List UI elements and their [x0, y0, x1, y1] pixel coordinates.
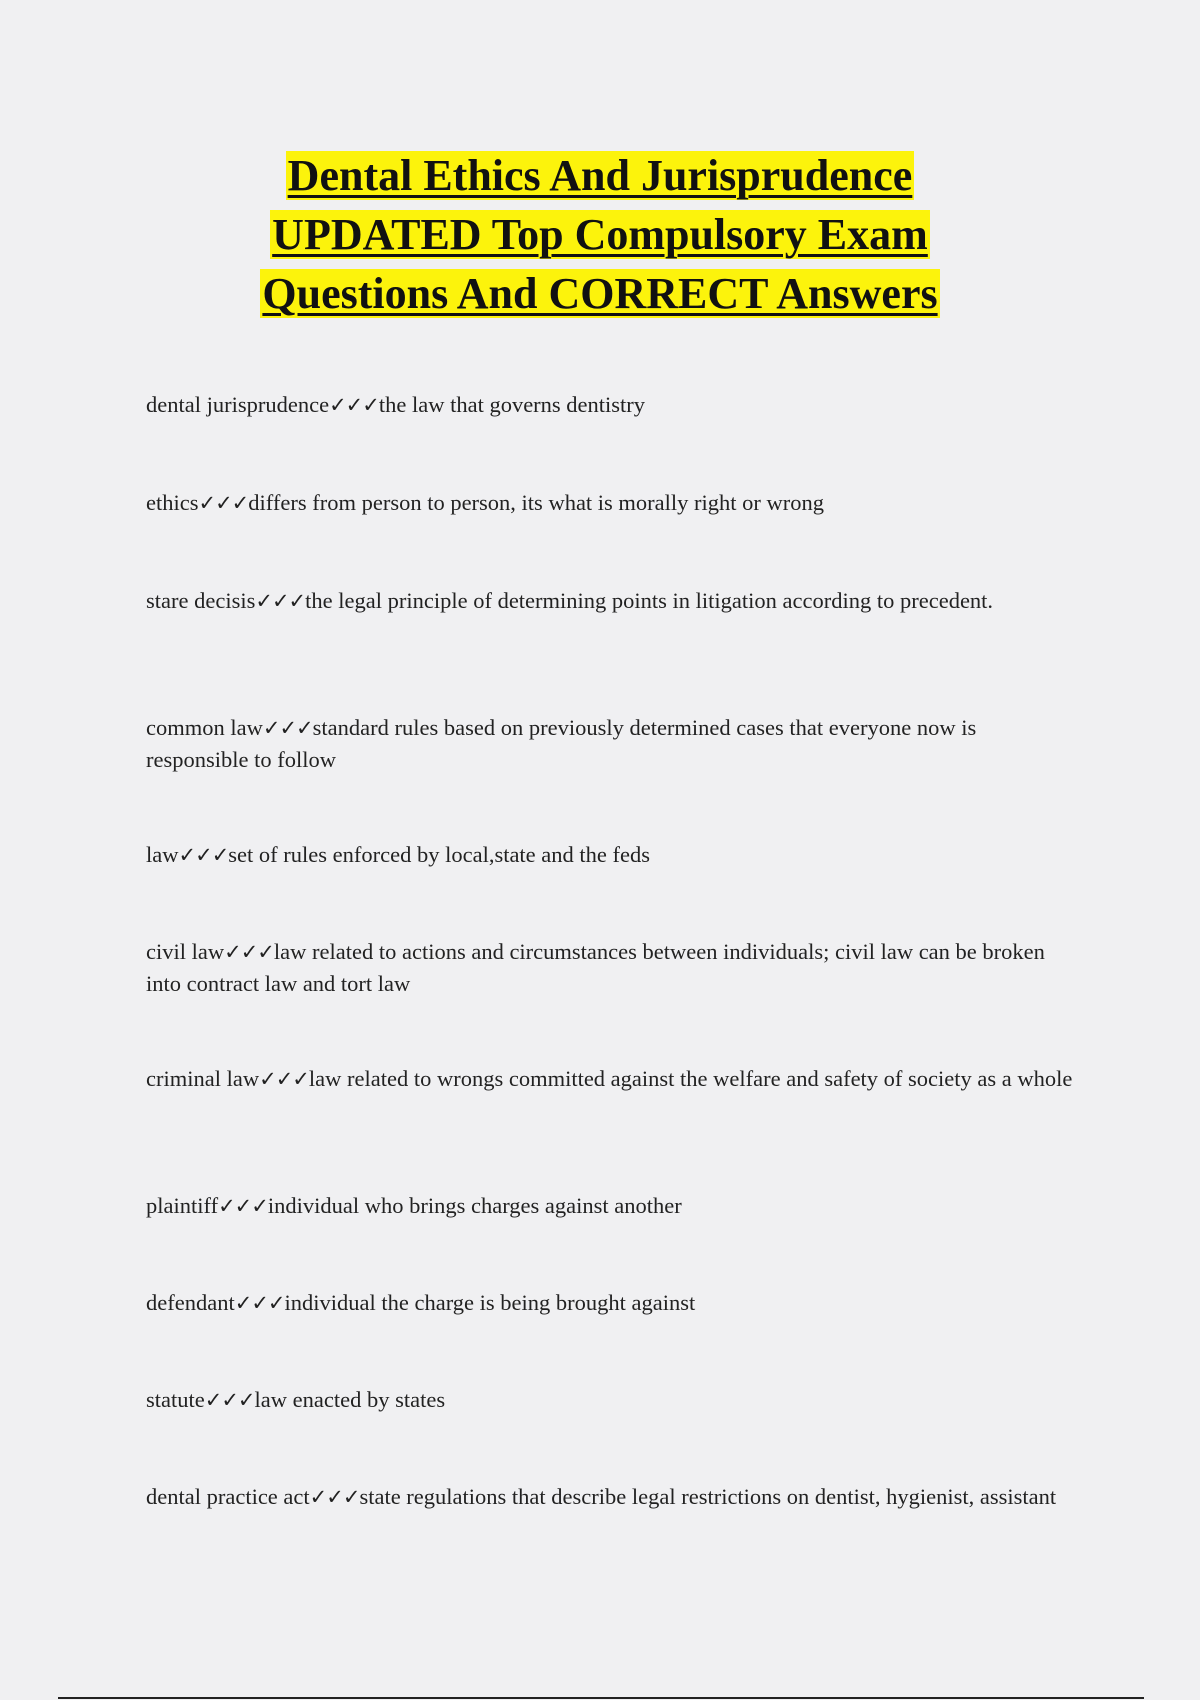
qa-term: plaintiff	[146, 1193, 219, 1218]
qa-term: ethics	[146, 490, 199, 515]
qa-item-plaintiff	[146, 1190, 1076, 1222]
check-marks-icon: ✓✓✓	[309, 1485, 360, 1509]
check-marks-icon: ✓✓✓	[259, 1067, 309, 1091]
qa-definition: standard rules based on previously determined cases that everyone now is responsible to follow	[146, 715, 977, 772]
check-marks-icon: ✓✓✓	[224, 940, 274, 964]
qa-definition: the legal principle of determining points in litigation according to precedent.	[305, 588, 994, 613]
qa-term: law	[146, 842, 179, 867]
qa-term: criminal law	[146, 1066, 260, 1091]
qa-definition: individual the charge is being brought against	[284, 1290, 696, 1315]
qa-item-dental-jurisprudence	[146, 389, 1076, 421]
qa-definition: law related to actions and circumstances between individuals; civil law can be broken into contract law and tort law	[146, 939, 1045, 996]
qa-definition: the law that governs dentistry	[378, 392, 646, 417]
qa-definition: state regulations that describe legal restrictions on dentist, hygienist, assistant	[359, 1484, 1057, 1509]
qa-item-criminal-law	[146, 1063, 1076, 1095]
title-line-1: Dental Ethics And Jurisprudence	[287, 151, 913, 200]
check-marks-icon: ✓✓✓	[255, 589, 306, 613]
qa-term: dental jurisprudence	[146, 392, 330, 417]
qa-item-dental-practice-act	[146, 1481, 1076, 1513]
qa-item-stare-decisis	[146, 585, 1076, 617]
check-marks-icon: ✓✓✓	[262, 716, 313, 740]
check-marks-icon: ✓✓✓	[178, 843, 229, 867]
qa-term: dental practice act	[146, 1484, 310, 1509]
qa-definition: law enacted by states	[254, 1387, 446, 1412]
check-marks-icon: ✓✓✓	[329, 393, 379, 417]
check-marks-icon: ✓✓✓	[234, 1291, 285, 1315]
qa-item-statute	[146, 1384, 1076, 1416]
footer-divider	[58, 1697, 1144, 1699]
qa-definition: law related to wrongs committed against the welfare and safety of society as a whole	[308, 1066, 1073, 1091]
qa-term: stare decisis	[146, 588, 256, 613]
check-marks-icon: ✓✓✓	[204, 1388, 255, 1412]
qa-term: defendant	[146, 1290, 235, 1315]
check-marks-icon: ✓✓✓	[218, 1194, 268, 1218]
qa-term: civil law	[146, 939, 225, 964]
qa-item-defendant	[146, 1287, 1076, 1319]
qa-definition: individual who brings charges against another	[267, 1193, 682, 1218]
qa-item-common-law	[146, 712, 1076, 775]
qa-term: common law	[146, 715, 263, 740]
qa-item-civil-law	[146, 936, 1076, 999]
qa-definition: differs from person to person, its what is morally right or wrong	[248, 490, 825, 515]
qa-item-law	[146, 839, 1076, 871]
title-line-3: Questions And CORRECT Answers	[262, 269, 938, 318]
document-title	[0, 146, 1200, 323]
title-line-2: UPDATED Top Compulsory Exam	[272, 210, 928, 259]
qa-term: statute	[146, 1387, 205, 1412]
check-marks-icon: ✓✓✓	[198, 491, 249, 515]
qa-item-ethics	[146, 487, 1076, 519]
qa-definition: set of rules enforced by local,state and the feds	[228, 842, 651, 867]
